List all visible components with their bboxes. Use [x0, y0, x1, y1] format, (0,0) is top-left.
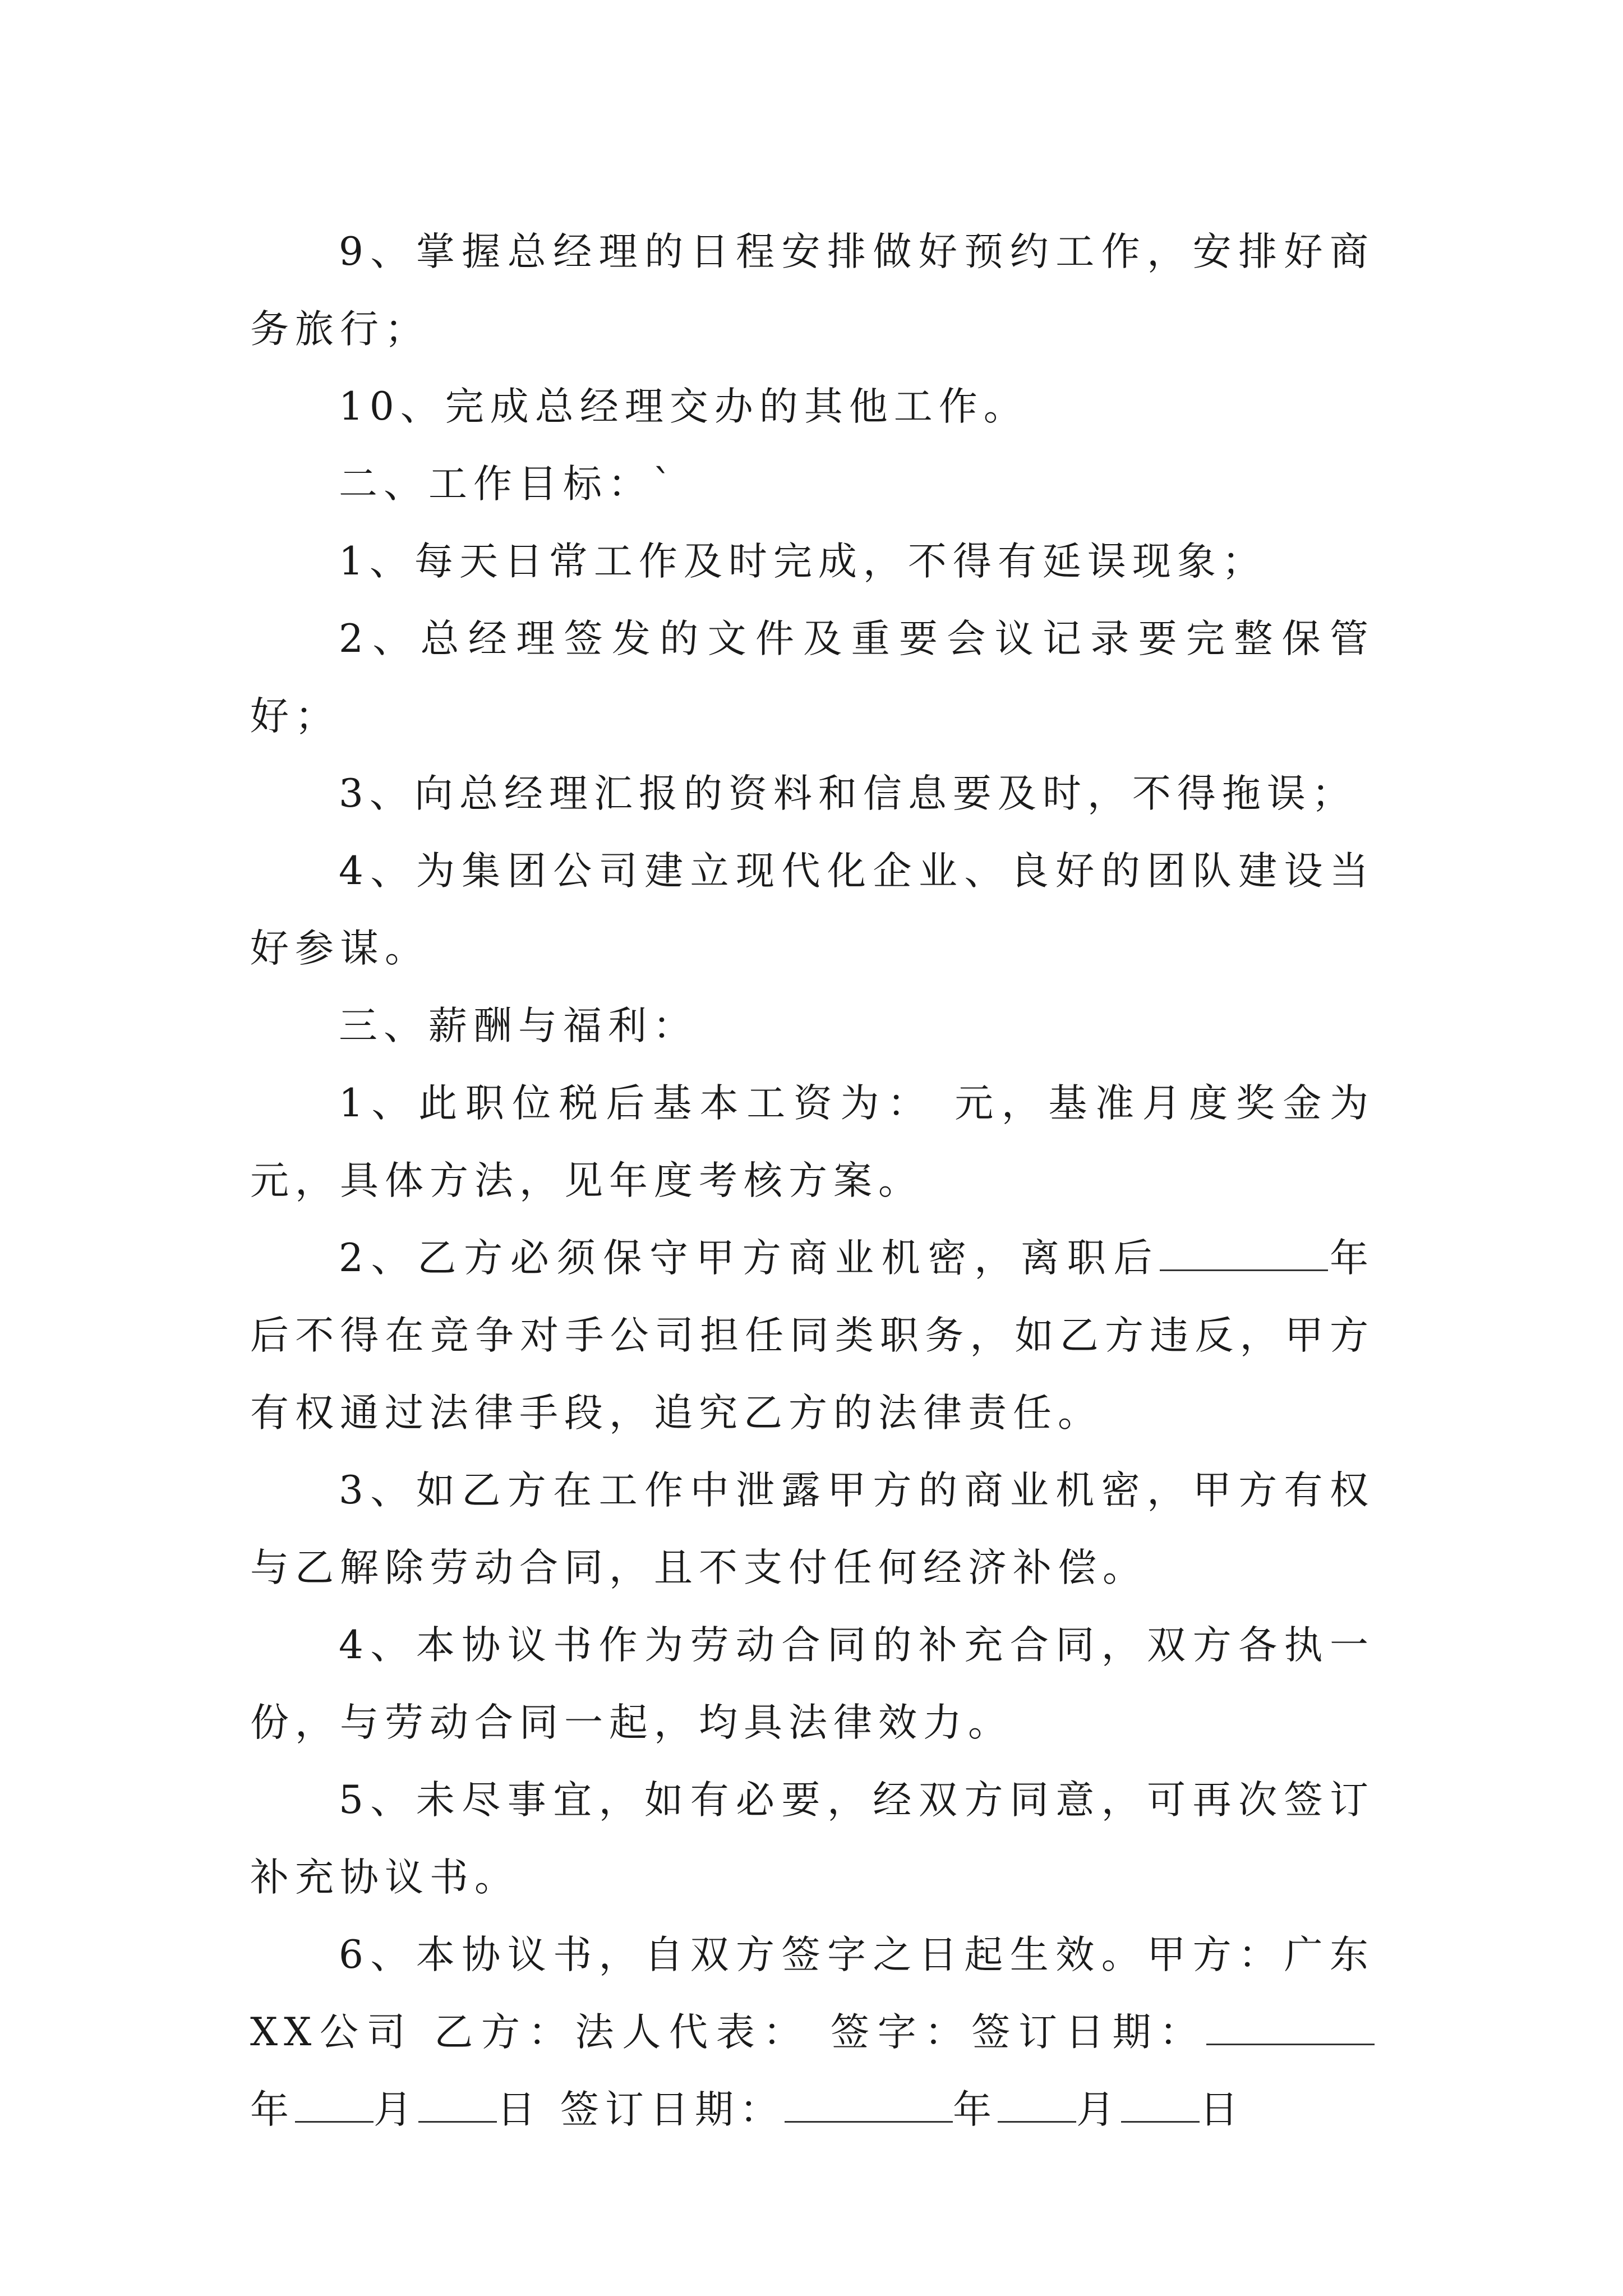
- paragraph-duty-9: 9、掌握总经理的日程安排做好预约工作，安排好商务旅行；: [250, 229, 1375, 352]
- paragraph-duty-10: 10、完成总经理交办的其他工作。: [339, 384, 1029, 429]
- signature-intro: 6、本协议书，自双方签字之日起生效。甲方：广东XX公司 乙方：法人代表： 签字：签订日期：: [250, 1932, 1375, 2055]
- paragraph-other-matters: 5、未尽事宜，如有必要，经双方同意，可再次签订补充协议书。: [250, 1778, 1375, 1900]
- sign-date-year-blank-2: [785, 2088, 953, 2123]
- years-blank: [1160, 1237, 1328, 1271]
- paragraph-goal-1: 1、每天日常工作及时完成，不得有延误现象；: [339, 539, 1267, 584]
- paragraph-goal-2: 2、总经理签发的文件及重要会议记录要完整保管好；: [250, 616, 1375, 739]
- paragraph-supplement: 4、本协议书作为劳动合同的补充合同，双方各执一份，与劳动合同一起，均具法律效力。: [250, 1623, 1375, 1745]
- paragraph-goal-4: 4、为集团公司建立现代化企业、良好的团队建设当好参谋。: [250, 849, 1375, 971]
- day-label-2: 日: [1199, 2087, 1244, 2132]
- paragraph-confidentiality: [250, 1220, 1375, 1452]
- sign-date-month-blank-2: [998, 2088, 1076, 2123]
- year-label-1: 年: [250, 2087, 295, 2132]
- section-heading-compensation: 三、薪酬与福利：: [339, 1004, 698, 1048]
- paragraph-salary: 1、此职位税后基本工资为： 元，基准月度奖金为 元，具体方法，见年度考核方案。: [250, 1081, 1375, 1203]
- paragraph-signature: [250, 1916, 1375, 2148]
- section-heading-goals: 二、工作目标：`: [339, 462, 679, 507]
- sign-date-month-blank-1: [295, 2088, 374, 2123]
- year-label-2: 年: [952, 2087, 998, 2132]
- confidentiality-text-before: 2、乙方必须保守甲方商业机密，离职后: [339, 1236, 1160, 1281]
- paragraph-goal-3: 3、向总经理汇报的资料和信息要及时，不得拖误；: [339, 771, 1357, 816]
- paragraph-termination: 3、如乙方在工作中泄露甲方的商业机密，甲方有权与乙解除劳动合同，且不支付任何经济补偿。: [250, 1468, 1375, 1590]
- day-label-1: 日 签订日期：: [497, 2087, 785, 2132]
- confidentiality-text-after: 年后不得在竞争对手公司担任同类职务，如乙方违反，甲方有权通过法律手段，追究乙方的法律责任。: [250, 1236, 1375, 1435]
- sign-date-year-blank-1: [1206, 2011, 1375, 2045]
- month-label-2: 月: [1076, 2087, 1121, 2132]
- month-label-1: 月: [374, 2087, 418, 2132]
- sign-date-day-blank-1: [418, 2088, 497, 2123]
- sign-date-day-blank-2: [1121, 2088, 1200, 2123]
- document-body: [250, 213, 1375, 2148]
